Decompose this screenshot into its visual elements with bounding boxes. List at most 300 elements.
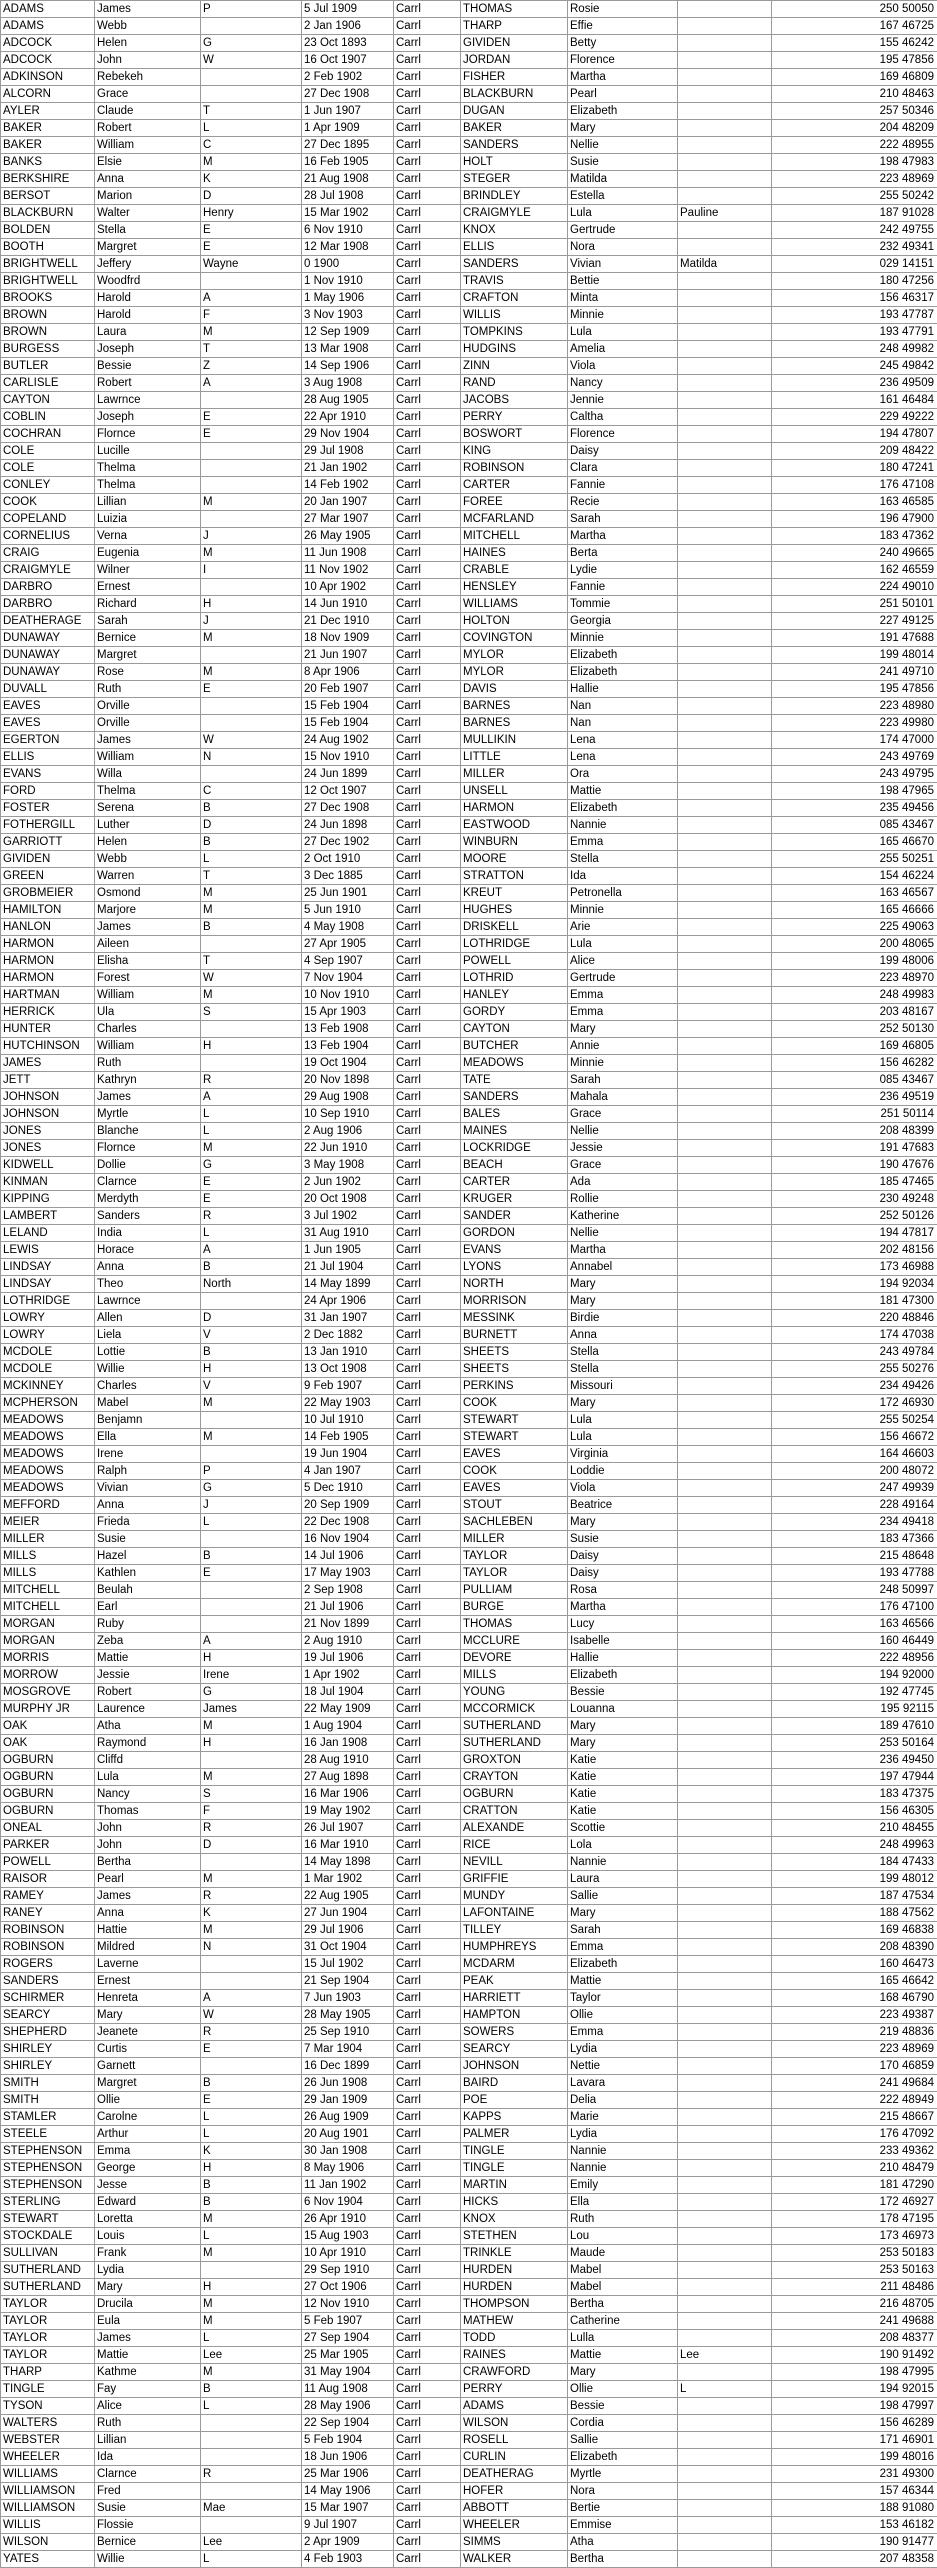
mother-surname-cell: HOFER (461, 2483, 568, 2500)
record-number-cell: 173 46973 (772, 2228, 937, 2245)
table-row (1, 2381, 937, 2398)
mother-given-name-cell: Georgia (568, 613, 678, 630)
surname-cell: LAMBERT (1, 1208, 95, 1225)
county-cell: Carrl (394, 1429, 461, 1446)
birth-date-cell: 28 Aug 1905 (302, 392, 394, 409)
mother-given-name-cell: Mary (568, 2364, 678, 2381)
mother-surname-cell: SANDER (461, 1208, 568, 1225)
surname-cell: BLACKBURN (1, 205, 95, 222)
middle-name-cell: A (201, 290, 302, 307)
given-name-cell: Fay (95, 2381, 201, 2398)
middle-name-cell (201, 579, 302, 596)
county-cell: Carrl (394, 154, 461, 171)
county-cell: Carrl (394, 324, 461, 341)
given-name-cell: Ernest (95, 579, 201, 596)
record-number-cell: 192 47745 (772, 1684, 937, 1701)
mother-middle-name-cell (678, 2075, 772, 2092)
surname-cell: BOLDEN (1, 222, 95, 239)
birth-date-cell: 18 Jul 1904 (302, 1684, 394, 1701)
mother-middle-name-cell (678, 1667, 772, 1684)
county-cell: Carrl (394, 1616, 461, 1633)
mother-surname-cell: HANLEY (461, 987, 568, 1004)
mother-surname-cell: SHEETS (461, 1344, 568, 1361)
mother-given-name-cell: Bettie (568, 273, 678, 290)
given-name-cell: Lottie (95, 1344, 201, 1361)
given-name-cell: Jessie (95, 1667, 201, 1684)
surname-cell: EAVES (1, 698, 95, 715)
mother-given-name-cell: Jennie (568, 392, 678, 409)
birth-date-cell: 15 Feb 1904 (302, 698, 394, 715)
middle-name-cell: M (201, 545, 302, 562)
table-row (1, 1531, 937, 1548)
county-cell: Carrl (394, 545, 461, 562)
mother-surname-cell: ZINN (461, 358, 568, 375)
surname-cell: CARLISLE (1, 375, 95, 392)
mother-given-name-cell: Rollie (568, 1191, 678, 1208)
mother-middle-name-cell (678, 596, 772, 613)
county-cell: Carrl (394, 1684, 461, 1701)
mother-surname-cell: STEWART (461, 1429, 568, 1446)
birth-date-cell: 28 May 1906 (302, 2398, 394, 2415)
table-row (1, 1684, 937, 1701)
mother-middle-name-cell (678, 426, 772, 443)
mother-middle-name-cell: Lee (678, 2347, 772, 2364)
given-name-cell: Aileen (95, 936, 201, 953)
mother-given-name-cell: Atha (568, 2534, 678, 2551)
surname-cell: STEWART (1, 2211, 95, 2228)
mother-surname-cell: LOTHRIDGE (461, 936, 568, 953)
given-name-cell: James (95, 1888, 201, 1905)
mother-middle-name-cell (678, 1803, 772, 1820)
mother-surname-cell: BARNES (461, 715, 568, 732)
mother-surname-cell: ADAMS (461, 2398, 568, 2415)
given-name-cell: Jeanete (95, 2024, 201, 2041)
record-number-cell: 029 14151 (772, 256, 937, 273)
record-number-cell: 085 43467 (772, 1072, 937, 1089)
mother-middle-name-cell (678, 1191, 772, 1208)
record-number-cell: 156 46305 (772, 1803, 937, 1820)
middle-name-cell: M (201, 1429, 302, 1446)
middle-name-cell: E (201, 239, 302, 256)
middle-name-cell: H (201, 1361, 302, 1378)
county-cell: Carrl (394, 358, 461, 375)
surname-cell: TYSON (1, 2398, 95, 2415)
table-row (1, 1004, 937, 1021)
given-name-cell: Sanders (95, 1208, 201, 1225)
mother-middle-name-cell (678, 851, 772, 868)
birth-date-cell: 1 Jun 1905 (302, 1242, 394, 1259)
middle-name-cell: W (201, 970, 302, 987)
birth-date-cell: 28 May 1905 (302, 2007, 394, 2024)
county-cell: Carrl (394, 664, 461, 681)
mother-given-name-cell: Nancy (568, 375, 678, 392)
surname-cell: STERLING (1, 2194, 95, 2211)
given-name-cell: Theo (95, 1276, 201, 1293)
birth-date-cell: 5 Feb 1904 (302, 2432, 394, 2449)
mother-middle-name-cell (678, 511, 772, 528)
mother-surname-cell: MARTIN (461, 2177, 568, 2194)
birth-date-cell: 2 Sep 1908 (302, 1582, 394, 1599)
mother-middle-name-cell (678, 970, 772, 987)
surname-cell: ROGERS (1, 1956, 95, 1973)
county-cell: Carrl (394, 987, 461, 1004)
surname-cell: ELLIS (1, 749, 95, 766)
record-number-cell: 223 49387 (772, 2007, 937, 2024)
mother-middle-name-cell (678, 273, 772, 290)
given-name-cell: Ollie (95, 2092, 201, 2109)
record-number-cell: 194 92000 (772, 1667, 937, 1684)
middle-name-cell (201, 1752, 302, 1769)
given-name-cell: Ida (95, 2449, 201, 2466)
mother-middle-name-cell (678, 2517, 772, 2534)
surname-cell: TAYLOR (1, 2330, 95, 2347)
birth-date-cell: 16 Mar 1906 (302, 1786, 394, 1803)
middle-name-cell (201, 2262, 302, 2279)
middle-name-cell: M (201, 2211, 302, 2228)
given-name-cell: Ruth (95, 681, 201, 698)
mother-middle-name-cell (678, 1242, 772, 1259)
given-name-cell: Carolne (95, 2109, 201, 2126)
mother-surname-cell: MITCHELL (461, 528, 568, 545)
surname-cell: HUNTER (1, 1021, 95, 1038)
table-row (1, 783, 937, 800)
given-name-cell: Luther (95, 817, 201, 834)
table-row (1, 307, 937, 324)
given-name-cell: Louis (95, 2228, 201, 2245)
record-number-cell: 198 47997 (772, 2398, 937, 2415)
birth-date-cell: 21 Jul 1904 (302, 1259, 394, 1276)
middle-name-cell: K (201, 1905, 302, 1922)
surname-cell: DUNAWAY (1, 647, 95, 664)
county-cell: Carrl (394, 2262, 461, 2279)
county-cell: Carrl (394, 2364, 461, 2381)
mother-middle-name-cell (678, 1344, 772, 1361)
table-row (1, 1735, 937, 1752)
given-name-cell: Flornce (95, 1140, 201, 1157)
middle-name-cell: D (201, 188, 302, 205)
county-cell: Carrl (394, 1718, 461, 1735)
given-name-cell: Luizia (95, 511, 201, 528)
table-row (1, 1820, 937, 1837)
surname-cell: HARTMAN (1, 987, 95, 1004)
county-cell: Carrl (394, 1956, 461, 1973)
record-number-cell: 162 46559 (772, 562, 937, 579)
birth-date-cell: 31 May 1904 (302, 2364, 394, 2381)
table-row (1, 1871, 937, 1888)
county-cell: Carrl (394, 1650, 461, 1667)
mother-surname-cell: KNOX (461, 222, 568, 239)
given-name-cell: Walter (95, 205, 201, 222)
given-name-cell: Clarnce (95, 2466, 201, 2483)
mother-surname-cell: ROBINSON (461, 460, 568, 477)
county-cell: Carrl (394, 1514, 461, 1531)
mother-surname-cell: MOORE (461, 851, 568, 868)
county-cell: Carrl (394, 239, 461, 256)
surname-cell: RAMEY (1, 1888, 95, 1905)
middle-name-cell: W (201, 732, 302, 749)
mother-middle-name-cell (678, 2449, 772, 2466)
middle-name-cell (201, 1854, 302, 1871)
surname-cell: OAK (1, 1735, 95, 1752)
county-cell: Carrl (394, 1106, 461, 1123)
given-name-cell: John (95, 52, 201, 69)
mother-given-name-cell: Ida (568, 868, 678, 885)
mother-surname-cell: DEVORE (461, 1650, 568, 1667)
mother-middle-name-cell (678, 103, 772, 120)
record-number-cell: 199 48006 (772, 953, 937, 970)
mother-surname-cell: JOHNSON (461, 2058, 568, 2075)
mother-middle-name-cell (678, 1361, 772, 1378)
birth-date-cell: 1 Aug 1904 (302, 1718, 394, 1735)
birth-date-cell: 21 Jan 1902 (302, 460, 394, 477)
table-row (1, 2007, 937, 2024)
middle-name-cell (201, 1293, 302, 1310)
middle-name-cell: P (201, 1, 302, 18)
given-name-cell: Lucille (95, 443, 201, 460)
county-cell: Carrl (394, 1565, 461, 1582)
table-row (1, 2075, 937, 2092)
middle-name-cell: K (201, 171, 302, 188)
table-row (1, 1259, 937, 1276)
given-name-cell: Nancy (95, 1786, 201, 1803)
surname-cell: PARKER (1, 1837, 95, 1854)
surname-cell: DUNAWAY (1, 664, 95, 681)
birth-date-cell: 21 Sep 1904 (302, 1973, 394, 1990)
given-name-cell: Orville (95, 715, 201, 732)
given-name-cell: Blanche (95, 1123, 201, 1140)
surname-cell: DARBRO (1, 596, 95, 613)
table-row (1, 2092, 937, 2109)
surname-cell: EVANS (1, 766, 95, 783)
mother-middle-name-cell (678, 613, 772, 630)
table-row (1, 2483, 937, 2500)
record-number-cell: 085 43467 (772, 817, 937, 834)
surname-cell: ADAMS (1, 1, 95, 18)
table-row (1, 2279, 937, 2296)
county-cell: Carrl (394, 35, 461, 52)
record-number-cell: 169 46809 (772, 69, 937, 86)
given-name-cell: Raymond (95, 1735, 201, 1752)
mother-given-name-cell: Fannie (568, 579, 678, 596)
table-row (1, 52, 937, 69)
given-name-cell: Curtis (95, 2041, 201, 2058)
birth-date-cell: 3 May 1908 (302, 1157, 394, 1174)
table-row (1, 341, 937, 358)
county-cell: Carrl (394, 800, 461, 817)
table-row (1, 579, 937, 596)
mother-given-name-cell: Lulla (568, 2330, 678, 2347)
table-row (1, 171, 937, 188)
mother-middle-name-cell (678, 902, 772, 919)
record-number-cell: 163 46567 (772, 885, 937, 902)
middle-name-cell: R (201, 2466, 302, 2483)
birth-date-cell: 13 Feb 1904 (302, 1038, 394, 1055)
mother-surname-cell: CARTER (461, 1174, 568, 1191)
mother-surname-cell: BAKER (461, 120, 568, 137)
middle-name-cell: Z (201, 358, 302, 375)
county-cell: Carrl (394, 919, 461, 936)
mother-middle-name-cell (678, 2432, 772, 2449)
record-number-cell: 223 48969 (772, 2041, 937, 2058)
mother-surname-cell: ELLIS (461, 239, 568, 256)
mother-given-name-cell: Elizabeth (568, 2449, 678, 2466)
table-row (1, 1650, 937, 1667)
mother-given-name-cell: Grace (568, 1157, 678, 1174)
table-row (1, 1395, 937, 1412)
mother-surname-cell: HUGHES (461, 902, 568, 919)
table-row (1, 86, 937, 103)
mother-surname-cell: MILLER (461, 766, 568, 783)
middle-name-cell: L (201, 1106, 302, 1123)
mother-middle-name-cell (678, 2126, 772, 2143)
middle-name-cell: S (201, 1004, 302, 1021)
county-cell: Carrl (394, 273, 461, 290)
county-cell: Carrl (394, 817, 461, 834)
mother-given-name-cell: Mabel (568, 2262, 678, 2279)
surname-cell: EAVES (1, 715, 95, 732)
mother-given-name-cell: Ruth (568, 2211, 678, 2228)
middle-name-cell: K (201, 2143, 302, 2160)
mother-surname-cell: WILSON (461, 2415, 568, 2432)
middle-name-cell: F (201, 1803, 302, 1820)
mother-middle-name-cell (678, 1327, 772, 1344)
mother-surname-cell: MILLER (461, 1531, 568, 1548)
table-row (1, 426, 937, 443)
surname-cell: WILLIAMSON (1, 2500, 95, 2517)
mother-surname-cell: BAIRD (461, 2075, 568, 2092)
given-name-cell: Benjamn (95, 1412, 201, 1429)
birth-date-cell: 14 Feb 1905 (302, 1429, 394, 1446)
given-name-cell: Pearl (95, 1871, 201, 1888)
given-name-cell: James (95, 1, 201, 18)
given-name-cell: Orville (95, 698, 201, 715)
birth-date-cell: 21 Jun 1907 (302, 647, 394, 664)
surname-cell: EGERTON (1, 732, 95, 749)
record-number-cell: 210 48479 (772, 2160, 937, 2177)
surname-cell: LOWRY (1, 1327, 95, 1344)
mother-given-name-cell: Minnie (568, 307, 678, 324)
surname-cell: COLE (1, 460, 95, 477)
mother-surname-cell: MYLOR (461, 647, 568, 664)
middle-name-cell (201, 511, 302, 528)
given-name-cell: Bertha (95, 1854, 201, 1871)
mother-middle-name-cell (678, 2177, 772, 2194)
table-row (1, 409, 937, 426)
surname-cell: CRAIG (1, 545, 95, 562)
middle-name-cell: R (201, 1208, 302, 1225)
mother-surname-cell: EAVES (461, 1446, 568, 1463)
middle-name-cell: M (201, 885, 302, 902)
mother-middle-name-cell (678, 2551, 772, 2568)
mother-middle-name-cell (678, 324, 772, 341)
given-name-cell: James (95, 732, 201, 749)
mother-middle-name-cell (678, 2500, 772, 2517)
mother-surname-cell: BUTCHER (461, 1038, 568, 1055)
mother-given-name-cell: Lula (568, 324, 678, 341)
surname-cell: MCDOLE (1, 1361, 95, 1378)
mother-surname-cell: WALKER (461, 2551, 568, 2568)
birth-date-cell: 31 Aug 1910 (302, 1225, 394, 1242)
record-number-cell: 248 49963 (772, 1837, 937, 1854)
county-cell: Carrl (394, 613, 461, 630)
surname-cell: ROBINSON (1, 1939, 95, 1956)
mother-middle-name-cell (678, 477, 772, 494)
middle-name-cell (201, 1599, 302, 1616)
surname-cell: MCPHERSON (1, 1395, 95, 1412)
mother-surname-cell: HURDEN (461, 2262, 568, 2279)
record-number-cell: 242 49755 (772, 222, 937, 239)
mother-surname-cell: SACHLEBEN (461, 1514, 568, 1531)
county-cell: Carrl (394, 1327, 461, 1344)
given-name-cell: George (95, 2160, 201, 2177)
mother-given-name-cell: Daisy (568, 1548, 678, 1565)
mother-surname-cell: SEARCY (461, 2041, 568, 2058)
record-number-cell: 190 91492 (772, 2347, 937, 2364)
table-row (1, 443, 937, 460)
table-row (1, 1990, 937, 2007)
mother-given-name-cell: Lavara (568, 2075, 678, 2092)
mother-surname-cell: FOREE (461, 494, 568, 511)
county-cell: Carrl (394, 1140, 461, 1157)
surname-cell: BRIGHTWELL (1, 256, 95, 273)
surname-cell: SANDERS (1, 1973, 95, 1990)
mother-middle-name-cell (678, 1786, 772, 1803)
surname-cell: MOSGROVE (1, 1684, 95, 1701)
mother-given-name-cell: Delia (568, 2092, 678, 2109)
mother-given-name-cell: Clara (568, 460, 678, 477)
surname-cell: MCKINNEY (1, 1378, 95, 1395)
mother-middle-name-cell (678, 834, 772, 851)
table-row (1, 1973, 937, 1990)
given-name-cell: Thelma (95, 783, 201, 800)
mother-middle-name-cell: Matilda (678, 256, 772, 273)
table-row (1, 2126, 937, 2143)
mother-surname-cell: GIVIDEN (461, 35, 568, 52)
county-cell: Carrl (394, 868, 461, 885)
surname-cell: HARMON (1, 953, 95, 970)
mother-given-name-cell: Anna (568, 1327, 678, 1344)
county-cell: Carrl (394, 2075, 461, 2092)
table-row (1, 1905, 937, 1922)
surname-cell: GROBMEIER (1, 885, 95, 902)
surname-cell: OGBURN (1, 1769, 95, 1786)
record-number-cell: 193 47788 (772, 1565, 937, 1582)
given-name-cell: Zeba (95, 1633, 201, 1650)
record-number-cell: 174 47038 (772, 1327, 937, 1344)
county-cell: Carrl (394, 2517, 461, 2534)
county-cell: Carrl (394, 1922, 461, 1939)
mother-given-name-cell: Louanna (568, 1701, 678, 1718)
surname-cell: HUTCHINSON (1, 1038, 95, 1055)
birth-date-cell: 13 Jan 1910 (302, 1344, 394, 1361)
record-number-cell: 243 49769 (772, 749, 937, 766)
middle-name-cell (201, 1412, 302, 1429)
mother-middle-name-cell (678, 358, 772, 375)
county-cell: Carrl (394, 2160, 461, 2177)
mother-given-name-cell: Martha (568, 528, 678, 545)
county-cell: Carrl (394, 2500, 461, 2517)
county-cell: Carrl (394, 1157, 461, 1174)
given-name-cell: Eugenia (95, 545, 201, 562)
mother-middle-name-cell (678, 885, 772, 902)
surname-cell: STAMLER (1, 2109, 95, 2126)
mother-given-name-cell: Mary (568, 1021, 678, 1038)
mother-given-name-cell: Berta (568, 545, 678, 562)
record-number-cell: 169 46838 (772, 1922, 937, 1939)
mother-given-name-cell: Mattie (568, 1973, 678, 1990)
county-cell: Carrl (394, 834, 461, 851)
table-row (1, 1072, 937, 1089)
